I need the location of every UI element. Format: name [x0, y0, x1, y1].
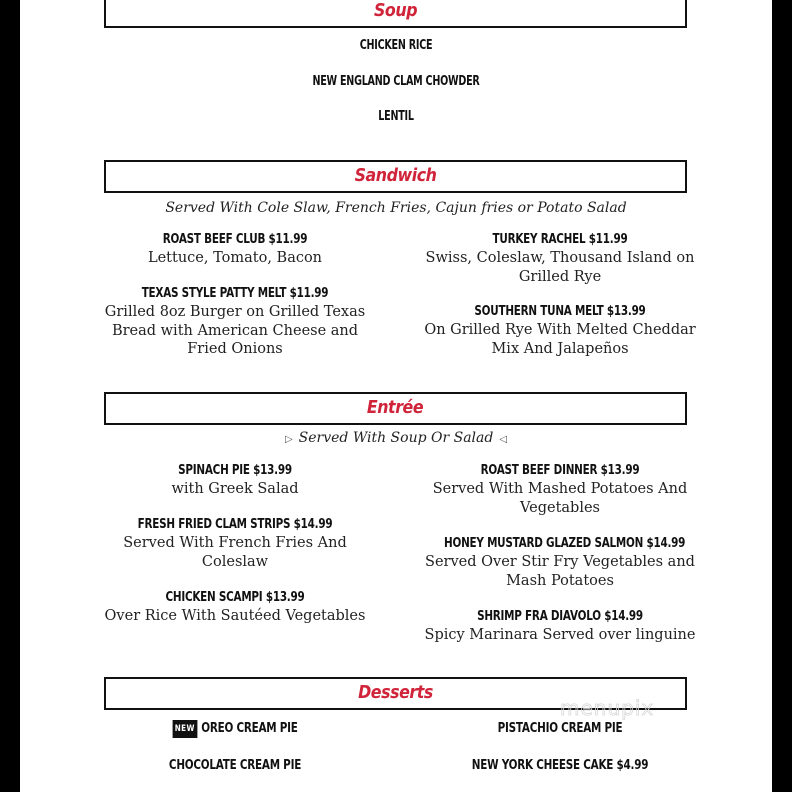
- menu-page: [20, 0, 772, 792]
- item-desc: Served With French Fries And Coleslaw: [123, 535, 347, 570]
- item-name: ROAST BEEF CLUB $11.99: [162, 232, 308, 247]
- item-name: SPINACH PIE $13.99: [178, 463, 292, 478]
- menu-item: [90, 589, 380, 626]
- item-desc: Served With Mashed Potatoes And Vegetables: [432, 481, 688, 516]
- new-badge: NEW: [172, 720, 197, 738]
- menu-item: [90, 516, 380, 571]
- entree-title: Entrée: [367, 397, 424, 418]
- item-desc: Swiss, Coleslaw, Thousand Island on Grilled Rye: [425, 250, 695, 285]
- entree-note-text: Served With Soup Or Salad: [298, 430, 494, 446]
- dessert-item: [90, 757, 380, 775]
- dessert-name: CHOCOLATE CREAM PIE: [168, 758, 302, 773]
- left-arrow-icon: ◁: [499, 434, 508, 445]
- menu-item: [415, 231, 705, 286]
- entree-header: [104, 392, 687, 425]
- soup-title: Soup: [373, 0, 418, 21]
- item-name: HONEY MUSTARD GLAZED SALMON $14.99: [444, 536, 686, 551]
- menu-item: [415, 462, 705, 517]
- desserts-title: Desserts: [358, 682, 433, 703]
- dessert-name: PISTACHIO CREAM PIE: [497, 721, 623, 736]
- sandwich-title: Sandwich: [354, 165, 437, 186]
- item-desc: On Grilled Rye With Melted Cheddar Mix And Jalapeños: [424, 322, 696, 357]
- dessert-name: OREO CREAM PIE: [201, 721, 298, 736]
- watermark: menupix: [560, 696, 655, 720]
- item-name: ROAST BEEF DINNER $13.99: [480, 463, 640, 478]
- soup-item: LENTIL: [378, 109, 414, 124]
- soup-item: NEW ENGLAND CLAM CHOWDER: [312, 74, 480, 89]
- soup-header: [104, 0, 687, 28]
- dessert-name: NEW YORK CHEESE CAKE $4.99: [471, 758, 649, 773]
- soup-item: CHICKEN RICE: [359, 38, 433, 53]
- right-arrow-icon: ▷: [284, 434, 293, 445]
- sandwich-header: [104, 160, 687, 193]
- item-name: TEXAS STYLE PATTY MELT $11.99: [141, 286, 329, 301]
- item-name: FRESH FRIED CLAM STRIPS $14.99: [137, 517, 333, 532]
- item-name: CHICKEN SCAMPI $13.99: [165, 590, 305, 605]
- item-name: TURKEY RACHEL $11.99: [492, 232, 628, 247]
- item-desc: Over Rice With Sautéed Vegetables: [104, 608, 366, 624]
- item-name: SOUTHERN TUNA MELT $13.99: [474, 304, 646, 319]
- menu-item: [415, 303, 705, 358]
- menu-item: [90, 231, 380, 268]
- menu-item: [415, 608, 705, 645]
- menu-item: [415, 535, 705, 590]
- sandwich-note: Served With Cole Slaw, French Fries, Cajun fries or Potato Salad: [165, 200, 627, 216]
- item-desc: Grilled 8oz Burger on Grilled Texas Bread with American Cheese and Fried Onions: [104, 304, 366, 357]
- item-desc: with Greek Salad: [171, 481, 299, 497]
- menu-item: [90, 462, 380, 499]
- dessert-item: [415, 720, 705, 738]
- item-desc: Lettuce, Tomato, Bacon: [147, 250, 323, 266]
- item-desc: Served Over Stir Fry Vegetables and Mash Potatoes: [425, 554, 695, 589]
- item-name: SHRIMP FRA DIAVOLO $14.99: [477, 609, 643, 624]
- menu-item: [90, 285, 380, 359]
- dessert-item: [90, 720, 380, 738]
- dessert-item: [415, 757, 705, 775]
- item-desc: Spicy Marinara Served over linguine: [424, 627, 696, 643]
- item-name: [119, 720, 351, 738]
- entree-note: [20, 430, 772, 446]
